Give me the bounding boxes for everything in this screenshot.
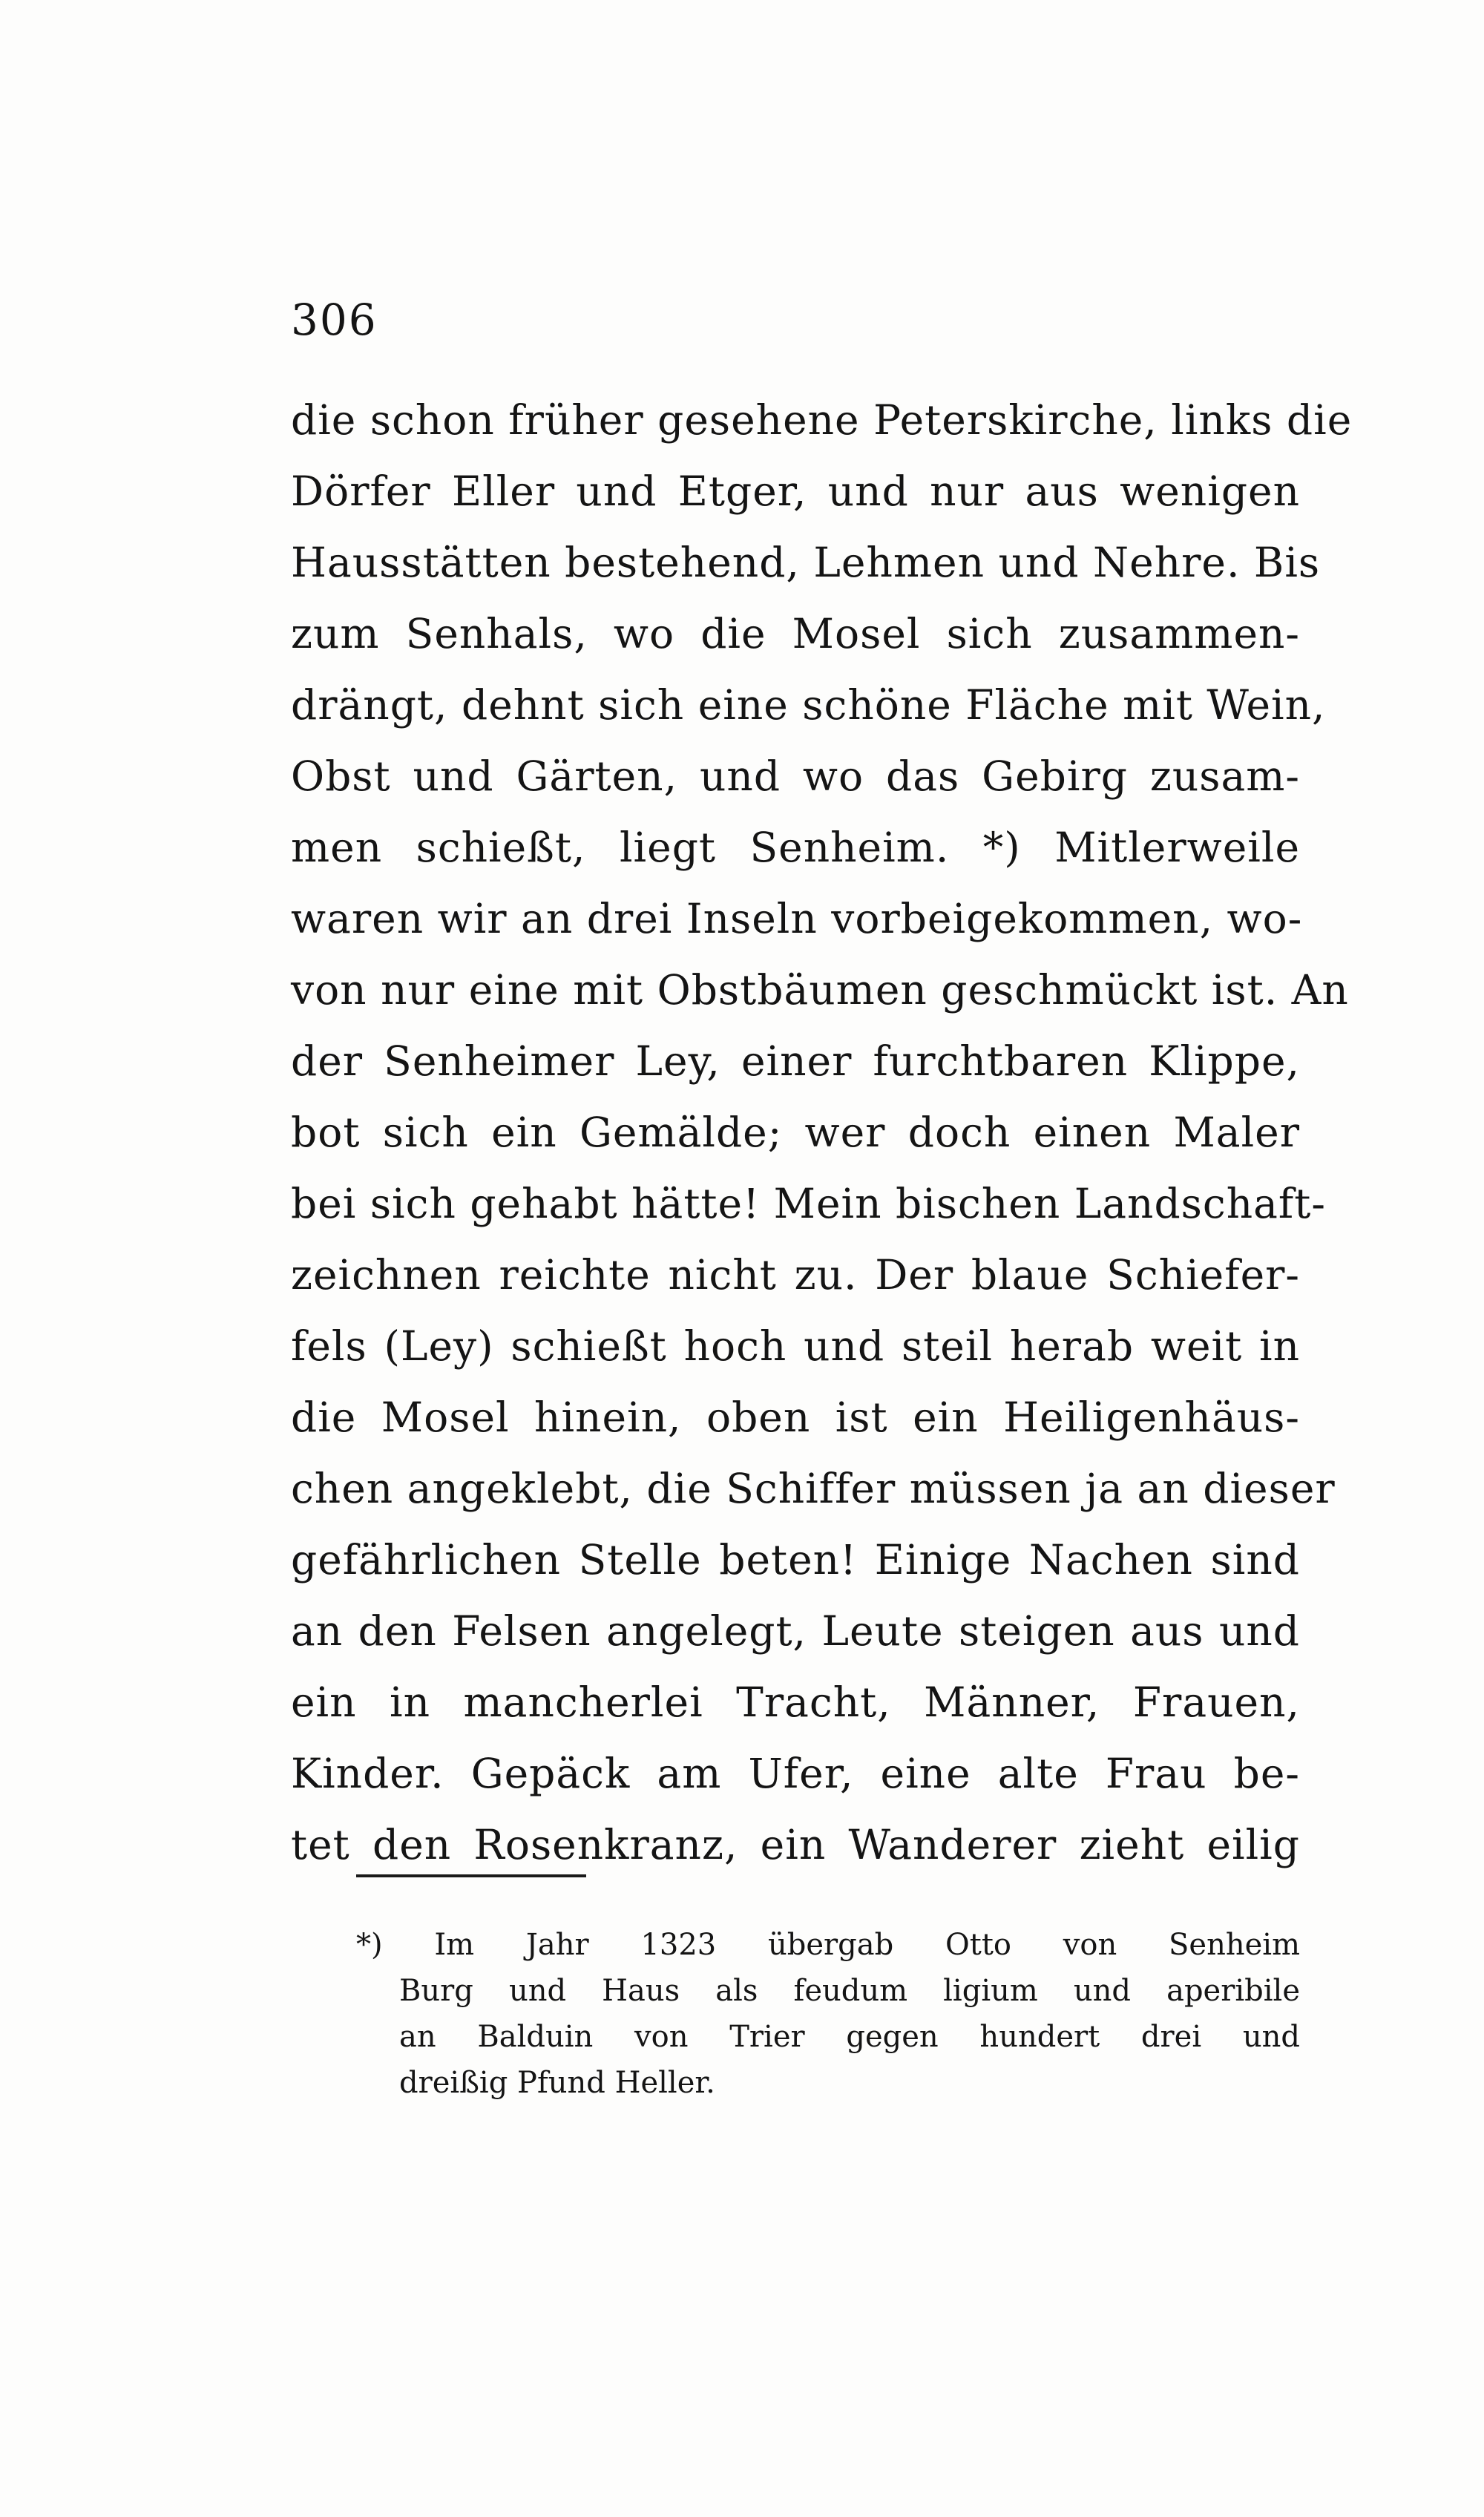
body-text [291, 384, 1353, 1880]
text-line: an den Felsen angelegt, Leute steigen aus und [291, 1607, 1300, 1655]
text-line: der Senheimer Ley, einer furchtbaren Klippe, [291, 1037, 1300, 1085]
text-line: Kinder. Gepäck am Ufer, eine alte Frau be- [291, 1750, 1300, 1797]
footnote-line: an Balduin von Trier gegen hundert drei und [399, 2020, 1300, 2054]
text-line: zeichnen reichte nicht zu. Der blaue Schiefer- [291, 1251, 1300, 1299]
text-line: zum Senhals, wo die Mosel sich zusammen- [291, 610, 1300, 657]
text-line: waren wir an drei Inseln vorbeigekommen, wo- [291, 895, 1303, 942]
text-line: Dörfer Eller und Etger, und nur aus wenigen [291, 467, 1300, 515]
text-line: Hausstätten bestehend, Lehmen und Nehre. Bis [291, 539, 1321, 586]
text-line: tet den Rosenkranz, ein Wanderer zieht eilig [291, 1821, 1300, 1868]
text-line: gefährlichen Stelle beten! Einige Nachen sind [291, 1536, 1300, 1584]
page-number: 306 [291, 295, 378, 345]
footnote-line: *) Im Jahr 1323 übergab Otto von Senheim [356, 1928, 1300, 1962]
text-line: die Mosel hinein, oben ist ein Heiligenhäus- [291, 1394, 1300, 1441]
text-line: ein in mancherlei Tracht, Männer, Frauen, [291, 1678, 1300, 1726]
text-line: bei sich gehabt hätte! Mein bischen Landschaft- [291, 1180, 1326, 1227]
text-line: chen angeklebt, die Schiffer müssen ja an dieser [291, 1465, 1336, 1512]
text-line: bot sich ein Gemälde; wer doch einen Maler [291, 1109, 1300, 1156]
text-line: Obst und Gärten, und wo das Gebirg zusam- [291, 752, 1300, 800]
footnote-line: Burg und Haus als feudum ligium und aperibile [399, 1974, 1300, 2008]
footnote-divider [356, 1874, 586, 1877]
footnote-line: dreißig Pfund Heller. [399, 2066, 715, 2100]
text-line: die schon früher gesehene Peterskirche, links die [291, 396, 1353, 444]
text-line: men schießt, liegt Senheim. *) Mitlerweile [291, 824, 1300, 871]
text-line: drängt, dehnt sich eine schöne Fläche mit Wein, [291, 681, 1326, 729]
footnote [356, 1922, 1300, 2106]
text-line: fels (Ley) schießt hoch und steil herab weit in [291, 1322, 1300, 1370]
text-line: von nur eine mit Obstbäumen geschmückt ist. An [291, 966, 1349, 1014]
